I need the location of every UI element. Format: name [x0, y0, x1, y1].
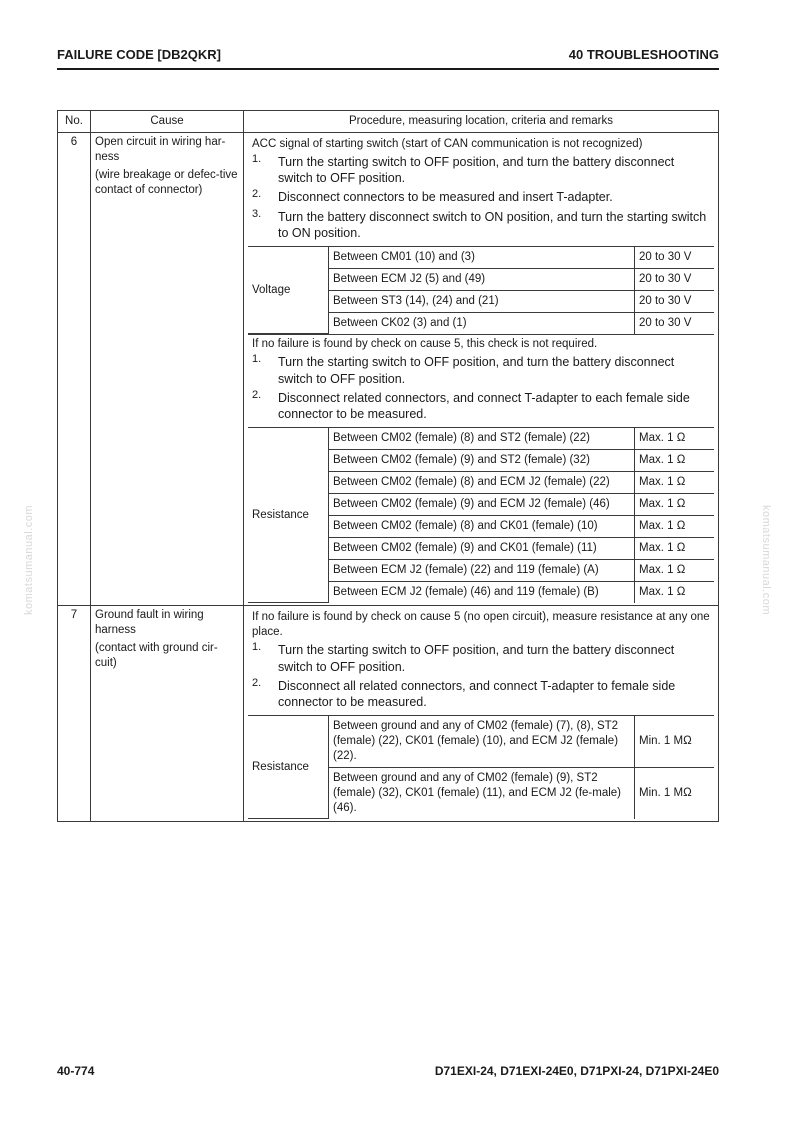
measurement-location: Between CM02 (female) (9) and CK01 (female) (11): [329, 538, 635, 560]
measurement-table-voltage: [248, 246, 714, 334]
measurement-location: Between CM02 (female) (9) and ST2 (female) (32): [329, 450, 635, 472]
measurement-location: Between ground and any of CM02 (female) (9), ST2 (female) (32), CK01 (female) (11), and ECM J2 (fe-male) (46).: [329, 768, 635, 819]
measurement-location: Between CK02 (3) and (1): [329, 313, 635, 334]
procedure-step: [252, 354, 710, 387]
cause-description: [91, 606, 244, 822]
cause-description: [91, 133, 244, 606]
measurement-location: Between ECM J2 (5) and (49): [329, 269, 635, 291]
measurement-criteria: Max. 1 Ω: [635, 494, 715, 516]
watermark-left: komatsumanual.com: [23, 505, 35, 615]
page-header: [57, 47, 719, 67]
step-text: Disconnect connectors to be measured and insert T-adapter.: [278, 190, 613, 205]
step-text: Disconnect related connectors, and connect T-adapter to each female side connector to be measured.: [278, 390, 690, 422]
procedure-steps: [248, 642, 714, 715]
step-text: Turn the starting switch to OFF position, and turn the battery disconnect switch to OFF position.: [278, 643, 675, 674]
measurement-criteria: Max. 1 Ω: [635, 516, 715, 538]
measurement-type: Resistance: [248, 716, 329, 819]
measurement-criteria: 20 to 30 V: [635, 313, 715, 334]
step-number: 1.: [252, 641, 262, 654]
step-text: Turn the battery disconnect switch to ON position, and turn the starting switch to ON position.: [278, 209, 707, 240]
procedure-intro: If no failure is found by check on cause 5 (no open circuit), measure resistance at any one place.: [252, 611, 710, 639]
measurement-criteria: Max. 1 Ω: [635, 428, 715, 450]
page-number: 40-774: [57, 1064, 95, 1078]
measurement-location: Between ground and any of CM02 (female) (7), (8), ST2 (female) (22), CK01 (female) (10), and ECM J2 (female) (22).: [329, 716, 635, 768]
watermark-right: komatsumanual.com: [760, 505, 772, 615]
measurement-row: [248, 247, 714, 269]
measurement-criteria: Min. 1 MΩ: [635, 716, 715, 768]
cause-number: 6: [58, 133, 91, 606]
measurement-table-resistance: [248, 427, 714, 603]
cause-detail: (wire breakage or defec-tive contact of connector): [95, 168, 238, 196]
model-list: D71EXI-24, D71EXI-24E0, D71PXI-24, D71PXI-24E0: [434, 1064, 719, 1078]
measurement-location: Between ST3 (14), (24) and (21): [329, 291, 635, 313]
table-row-6: [58, 133, 719, 606]
measurement-location: Between ECM J2 (female) (22) and 119 (female) (A): [329, 560, 635, 582]
procedure-step: [252, 642, 710, 675]
procedure-step: [252, 209, 710, 242]
step-number: 2.: [252, 676, 262, 689]
cause-detail: (contact with ground cir-cuit): [95, 642, 218, 670]
procedure-step: [252, 154, 710, 187]
header-no: No.: [58, 111, 91, 133]
procedure-steps: [248, 354, 714, 427]
measurement-row: [248, 428, 714, 450]
measurement-table-ground: [248, 715, 714, 819]
step-number: 1.: [252, 353, 262, 366]
step-text: Turn the starting switch to OFF position, and turn the battery disconnect switch to OFF position.: [278, 154, 675, 186]
cause-number: 7: [58, 606, 91, 822]
header-procedure: Procedure, measuring location, criteria and remarks: [244, 111, 719, 133]
procedure-intro: ACC signal of starting switch (start of CAN communication is not recognized): [252, 138, 643, 150]
measurement-criteria: Max. 1 Ω: [635, 472, 715, 494]
measurement-criteria: 20 to 30 V: [635, 291, 715, 313]
step-number: 2.: [252, 188, 262, 201]
procedure-cell: [244, 606, 719, 822]
table-row-7: [58, 606, 719, 822]
step-number: 2.: [252, 388, 262, 401]
measurement-criteria: 20 to 30 V: [635, 269, 715, 291]
measurement-row: [248, 716, 714, 768]
measurement-location: Between CM02 (female) (8) and CK01 (female) (10): [329, 516, 635, 538]
procedure-step: [252, 189, 710, 205]
measurement-location: Between CM02 (female) (8) and ECM J2 (female) (22): [329, 472, 635, 494]
step-text: Disconnect all related connectors, and connect T-adapter to female side connector to be measured.: [278, 678, 676, 709]
measurement-location: Between CM02 (female) (9) and ECM J2 (female) (46): [329, 494, 635, 516]
step-number: 3.: [252, 207, 262, 220]
measurement-criteria: 20 to 30 V: [635, 247, 715, 269]
header-rule: [57, 68, 719, 70]
chapter-title: 40 TROUBLESHOOTING: [568, 47, 719, 62]
procedure-cell: [244, 133, 719, 606]
troubleshooting-table: [57, 110, 719, 822]
measurement-location: Between ECM J2 (female) (46) and 119 (female) (B): [329, 581, 635, 602]
procedure-step: [252, 390, 710, 423]
procedure-step: [252, 678, 710, 711]
measurement-criteria: Max. 1 Ω: [635, 538, 715, 560]
table-header-row: [58, 111, 719, 133]
measurement-type: Voltage: [248, 247, 329, 334]
measurement-location: Between CM02 (female) (8) and ST2 (female) (22): [329, 428, 635, 450]
cause-text: Ground fault in wiring harness: [95, 609, 204, 637]
measurement-location: Between CM01 (10) and (3): [329, 247, 635, 269]
procedure-intro: If no failure is found by check on cause 5, this check is not required.: [252, 338, 598, 351]
measurement-criteria: Max. 1 Ω: [635, 560, 715, 582]
step-number: 1.: [252, 152, 262, 165]
procedure-steps: [248, 154, 714, 246]
section-title: FAILURE CODE [DB2QKR]: [57, 47, 221, 62]
measurement-criteria: Max. 1 Ω: [635, 581, 715, 602]
measurement-criteria: Max. 1 Ω: [635, 450, 715, 472]
measurement-criteria: Min. 1 MΩ: [635, 768, 715, 819]
step-text: Turn the starting switch to OFF position, and turn the battery disconnect switch to OFF position.: [278, 355, 675, 386]
cause-text: Open circuit in wiring har-ness: [95, 136, 226, 163]
header-cause: Cause: [91, 111, 244, 133]
measurement-type: Resistance: [248, 428, 329, 603]
